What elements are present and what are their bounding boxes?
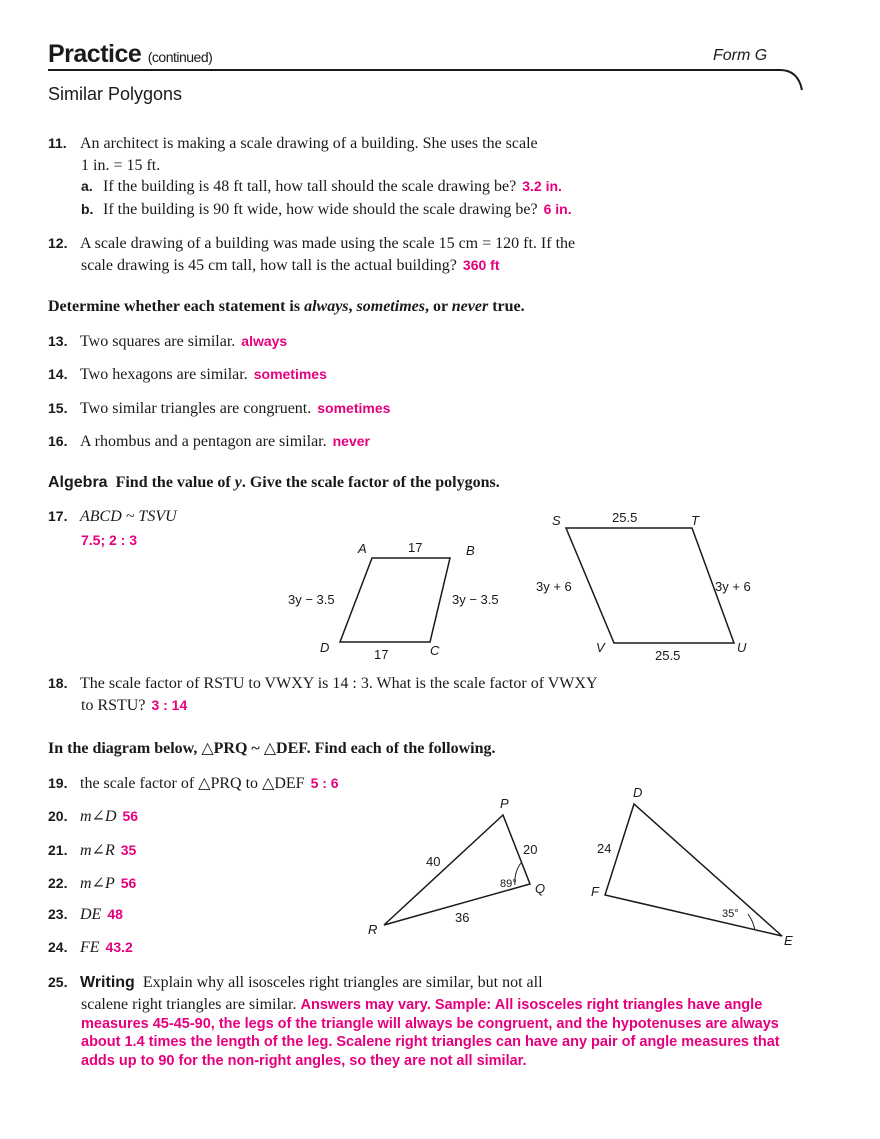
side-rq: 36 bbox=[455, 910, 470, 925]
side-df: 24 bbox=[597, 841, 612, 856]
question-text: FE bbox=[80, 939, 100, 956]
vertex-D2: D bbox=[633, 785, 643, 800]
question-number: 18. bbox=[48, 675, 68, 691]
vertex-Q: Q bbox=[535, 881, 546, 896]
directions-text: . Give the scale factor of the polygons. bbox=[241, 474, 500, 491]
question-text: ABCD ~ TSVU bbox=[80, 508, 177, 525]
side-right-2: 3y + 6 bbox=[715, 579, 751, 594]
question-number: 24. bbox=[48, 939, 68, 955]
question-text: m∠P bbox=[80, 875, 115, 892]
question-text: Explain why all isosceles right triangles are similar, but not all bbox=[142, 974, 543, 991]
question-16 bbox=[48, 433, 370, 451]
question-text: The scale factor of RSTU to VWXY is 14 : 3. What is the scale factor of VWXY bbox=[80, 675, 598, 692]
writing-label: Writing bbox=[80, 974, 135, 991]
directions-text: Determine whether each statement is bbox=[48, 298, 305, 315]
answer: 3 : 14 bbox=[151, 697, 188, 713]
answer: 35 bbox=[120, 842, 137, 858]
angle-E: 35° bbox=[722, 908, 739, 920]
lesson-title: Similar Polygons bbox=[48, 84, 183, 104]
question-14 bbox=[48, 366, 327, 384]
question-text: the scale factor of △PRQ to △DEF bbox=[80, 775, 305, 792]
vertex-E: E bbox=[784, 933, 793, 948]
vertex-F: F bbox=[591, 884, 599, 899]
question-11a bbox=[81, 178, 562, 196]
question-text: Two hexagons are similar. bbox=[80, 366, 248, 383]
answer: 43.2 bbox=[105, 939, 133, 955]
directions-sep: , bbox=[348, 298, 357, 315]
question-18 bbox=[48, 675, 598, 693]
sub-label: a. bbox=[81, 178, 93, 194]
question-text: DE bbox=[80, 906, 102, 923]
question-text: scalene right triangles are similar. bbox=[81, 996, 297, 1013]
question-number: 13. bbox=[48, 333, 68, 349]
question-number: 22. bbox=[48, 875, 68, 891]
answer: always bbox=[241, 333, 288, 349]
question-13 bbox=[48, 333, 287, 351]
question-15 bbox=[48, 400, 390, 418]
continued-label: (continued) bbox=[147, 49, 213, 65]
question-text: A rhombus and a pentagon are similar. bbox=[80, 433, 327, 450]
answer: 56 bbox=[120, 875, 137, 891]
vertex-T: T bbox=[691, 513, 699, 528]
question-text: Two similar triangles are congruent. bbox=[80, 400, 312, 417]
question-text: Two squares are similar. bbox=[80, 333, 236, 350]
angle-Q: 89° bbox=[500, 878, 517, 890]
vertex-S: S bbox=[552, 513, 561, 528]
side-left: 3y − 3.5 bbox=[288, 592, 335, 607]
question-text: If the building is 90 ft wide, how wide should the scale drawing be? bbox=[103, 201, 538, 218]
question-text: An architect is making a scale drawing of a building. She uses the scale bbox=[80, 135, 538, 152]
directions-text: Find the value of bbox=[115, 474, 235, 491]
answer: never bbox=[332, 433, 370, 449]
question-11 bbox=[48, 135, 538, 153]
answer: 360 ft bbox=[462, 257, 500, 273]
question-number: 25. bbox=[48, 974, 68, 990]
vertex-A: A bbox=[358, 541, 367, 556]
answer: sometimes bbox=[253, 366, 327, 382]
vertex-C: C bbox=[430, 643, 440, 658]
question-number: 21. bbox=[48, 842, 68, 858]
vertex-D: D bbox=[320, 640, 330, 655]
directions-sometimes: sometimes bbox=[356, 298, 425, 315]
question-text: m∠R bbox=[80, 842, 115, 859]
directions-always: always bbox=[304, 298, 349, 315]
question-11-line2: 1 in. = 15 ft. bbox=[81, 157, 161, 174]
parallelogram-abcd bbox=[340, 558, 450, 642]
answer: 56 bbox=[122, 808, 139, 824]
directions-never: never bbox=[451, 298, 489, 315]
question-18-line2 bbox=[81, 697, 187, 715]
section-directions-1 bbox=[48, 298, 525, 316]
directions-text: true. bbox=[488, 298, 525, 315]
section-directions-2 bbox=[48, 474, 500, 492]
side-top-2: 25.5 bbox=[612, 510, 638, 525]
side-pr: 40 bbox=[426, 854, 441, 869]
form-label: Form G bbox=[713, 47, 768, 64]
side-right: 3y − 3.5 bbox=[452, 592, 499, 607]
question-number: 19. bbox=[48, 775, 68, 791]
vertex-B: B bbox=[466, 543, 475, 558]
question-text: If the building is 48 ft tall, how tall should the scale drawing be? bbox=[103, 178, 517, 195]
directions-var: y bbox=[234, 474, 242, 491]
question-number: 20. bbox=[48, 808, 68, 824]
answer: 6 in. bbox=[543, 201, 572, 217]
title-text: Practice bbox=[48, 40, 142, 68]
answer: 3.2 in. bbox=[522, 178, 562, 194]
section-label: Algebra bbox=[48, 474, 108, 491]
triangle-def bbox=[605, 804, 782, 936]
side-pq: 20 bbox=[523, 842, 538, 857]
question-text: to RSTU? bbox=[81, 697, 146, 714]
directions-sep: , or bbox=[424, 298, 452, 315]
section-directions-3: In the diagram below, △PRQ ~ △DEF. Find each of the following. bbox=[48, 740, 496, 757]
side-top: 17 bbox=[408, 540, 423, 555]
question-number: 15. bbox=[48, 400, 68, 416]
figure-17 bbox=[0, 500, 880, 670]
question-number: 16. bbox=[48, 433, 68, 449]
answer: 5 : 6 bbox=[310, 775, 339, 791]
side-bottom: 17 bbox=[374, 647, 389, 662]
question-text: scale drawing is 45 cm tall, how tall is the actual building? bbox=[81, 257, 457, 274]
answer: 48 bbox=[107, 906, 123, 922]
vertex-U: U bbox=[737, 640, 747, 655]
question-number: 14. bbox=[48, 366, 68, 382]
triangle-prq bbox=[384, 815, 530, 925]
question-number: 23. bbox=[48, 906, 68, 922]
question-text: m∠D bbox=[80, 808, 117, 825]
question-12-line2 bbox=[81, 257, 499, 275]
side-left-2: 3y + 6 bbox=[536, 579, 572, 594]
side-bottom-2: 25.5 bbox=[655, 648, 681, 663]
question-number: 11. bbox=[48, 135, 67, 151]
question-12 bbox=[48, 235, 575, 253]
vertex-P: P bbox=[500, 796, 509, 811]
question-25 bbox=[48, 974, 543, 992]
sub-label: b. bbox=[81, 201, 94, 217]
answer: 7.5; 2 : 3 bbox=[81, 532, 138, 548]
question-number: 17. bbox=[48, 508, 68, 524]
parallelogram-tsvu bbox=[566, 528, 734, 643]
vertex-V: V bbox=[596, 640, 605, 655]
question-25-body bbox=[81, 996, 796, 1070]
figure-19 bbox=[0, 780, 880, 960]
answer: Answers may vary. Sample: All isosceles right triangles have angle measures 45-45-90, the legs of the triangle will always be congruent, and the hypotenuses are always about 1.4 times the length of the leg. Scalene right triangles can have any pair of angle measures that adds up to 90 for the non-right angles, so they are not all similar. bbox=[81, 997, 780, 1069]
answer: sometimes bbox=[317, 400, 391, 416]
question-number: 12. bbox=[48, 235, 68, 251]
question-text: A scale drawing of a building was made using the scale 15 cm = 120 ft. If the bbox=[80, 235, 576, 252]
question-11b bbox=[81, 201, 572, 219]
vertex-R: R bbox=[368, 922, 378, 937]
